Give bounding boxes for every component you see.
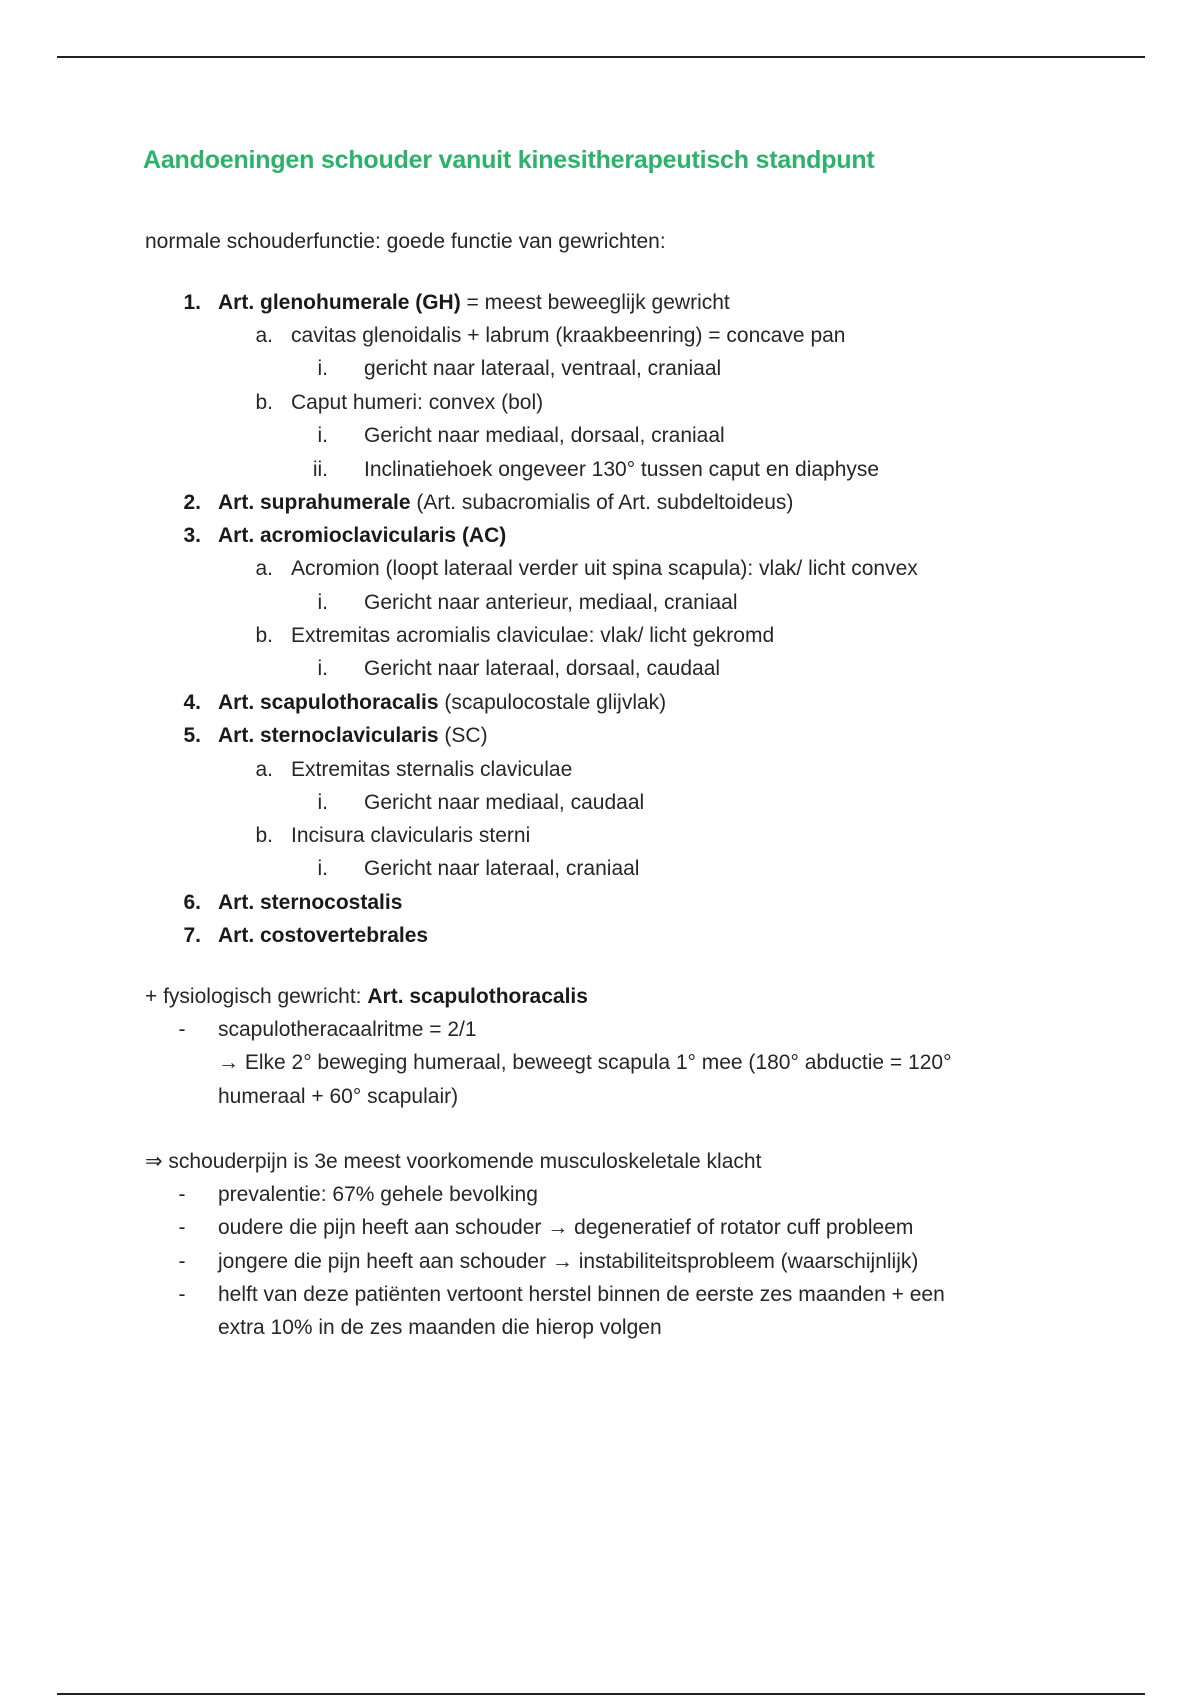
list-marker: i. <box>317 424 328 447</box>
shoulder-pain-line: ⇒ schouderpijn is 3e meest voorkomende musculoskeletale klacht <box>145 1150 762 1173</box>
list-marker: 3. <box>183 524 201 547</box>
list-item: Gericht naar lateraal, craniaal <box>364 857 640 880</box>
list-item-continuation: extra 10% in de zes maanden die hierop volgen <box>218 1316 662 1339</box>
list-item: Extremitas acromialis claviculae: vlak/ licht gekromd <box>291 624 775 647</box>
list-item: Art. glenohumerale (GH) = meest beweeglijk gewricht <box>218 291 730 314</box>
list-marker: 6. <box>183 891 201 914</box>
list-marker: i. <box>317 657 328 680</box>
list-item: Art. sternocostalis <box>218 891 403 914</box>
intro-text: normale schouderfunctie: goede functie van gewrichten: <box>145 230 666 253</box>
list-marker: 5. <box>183 724 201 747</box>
list-item: Art. scapulothoracalis (scapulocostale glijvlak) <box>218 691 667 714</box>
list-marker: i. <box>317 591 328 614</box>
list-item: Art. acromioclavicularis (AC) <box>218 524 507 547</box>
list-item: scapulotheracaalritme = 2/1 <box>218 1018 477 1041</box>
dash-bullet: - <box>178 1283 186 1306</box>
list-marker: ii. <box>312 458 328 481</box>
physiological-joint-line: + fysiologisch gewricht: Art. scapulothoracalis <box>145 985 588 1008</box>
dash-bullet: - <box>178 1183 186 1206</box>
list-item: Gericht naar lateraal, dorsaal, caudaal <box>364 657 721 680</box>
list-item: cavitas glenoidalis + labrum (kraakbeenring) = concave pan <box>291 324 846 347</box>
list-item: Gericht naar mediaal, dorsaal, craniaal <box>364 424 725 447</box>
list-item: Inclinatiehoek ongeveer 130° tussen caput en diaphyse <box>364 458 880 481</box>
list-item-continuation: humeraal + 60° scapulair) <box>218 1085 459 1108</box>
document-title: Aandoeningen schouder vanuit kinesitherapeutisch standpunt <box>143 146 875 174</box>
list-marker: b. <box>255 624 273 647</box>
dash-bullet: - <box>178 1018 186 1041</box>
dash-bullet: - <box>178 1250 186 1273</box>
list-marker: i. <box>317 357 328 380</box>
list-marker: b. <box>255 824 273 847</box>
list-item: Art. costovertebrales <box>218 924 429 947</box>
list-item: Acromion (loopt lateraal verder uit spina scapula): vlak/ licht convex <box>291 557 918 580</box>
list-item: Incisura clavicularis sterni <box>291 824 531 847</box>
list-marker: 2. <box>183 491 201 514</box>
list-marker: a. <box>255 324 273 347</box>
list-marker: 7. <box>183 924 201 947</box>
list-item-continuation: → Elke 2° beweging humeraal, beweegt scapula 1° mee (180° abductie = 120° <box>218 1051 952 1074</box>
list-marker: 4. <box>183 691 201 714</box>
list-item: Art. suprahumerale (Art. subacromialis of Art. subdeltoideus) <box>218 491 794 514</box>
header-rule <box>57 56 1145 58</box>
list-marker: i. <box>317 857 328 880</box>
list-item: Gericht naar anterieur, mediaal, craniaal <box>364 591 738 614</box>
list-item: Extremitas sternalis claviculae <box>291 758 573 781</box>
footer-rule <box>57 1693 1145 1695</box>
list-item: Art. sternoclavicularis (SC) <box>218 724 488 747</box>
list-marker: 1. <box>183 291 201 314</box>
list-marker: a. <box>255 758 273 781</box>
list-marker: b. <box>255 391 273 414</box>
list-item: Caput humeri: convex (bol) <box>291 391 544 414</box>
list-marker: i. <box>317 791 328 814</box>
list-item: prevalentie: 67% gehele bevolking <box>218 1183 538 1206</box>
list-marker: a. <box>255 557 273 580</box>
list-item: gericht naar lateraal, ventraal, craniaal <box>364 357 722 380</box>
list-item: helft van deze patiënten vertoont herstel binnen de eerste zes maanden + een <box>218 1283 945 1306</box>
list-item: Gericht naar mediaal, caudaal <box>364 791 645 814</box>
list-item: oudere die pijn heeft aan schouder → degeneratief of rotator cuff probleem <box>218 1216 914 1239</box>
list-item: jongere die pijn heeft aan schouder → instabiliteitsprobleem (waarschijnlijk) <box>218 1250 919 1273</box>
dash-bullet: - <box>178 1216 186 1239</box>
